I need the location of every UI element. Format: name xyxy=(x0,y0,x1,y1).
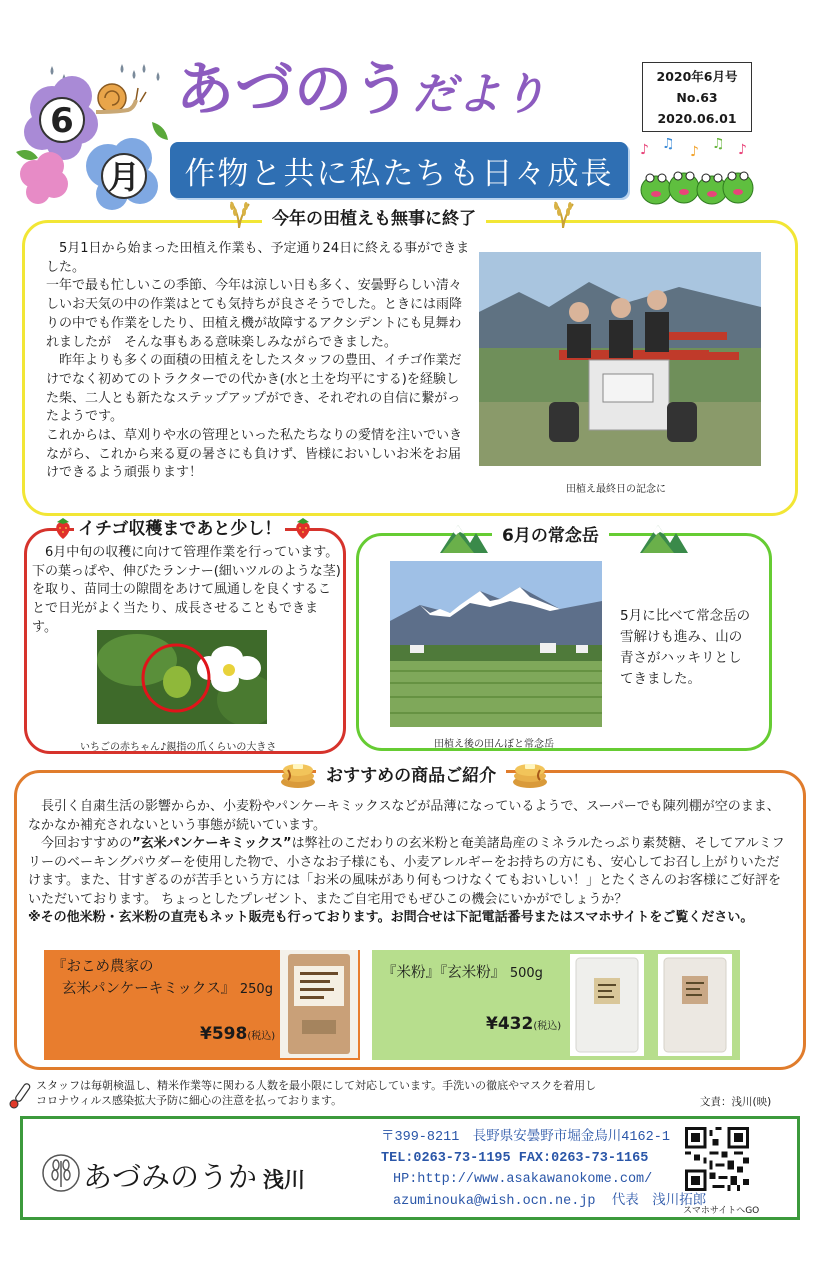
product1-name-text: 玄米パンケーキミックス』 xyxy=(62,981,236,997)
thermometer-icon xyxy=(6,1080,36,1110)
rice-plant-icon xyxy=(548,198,578,228)
product1-weight: 250g xyxy=(239,982,273,997)
brown-rice-flour-package-photo xyxy=(658,954,732,1056)
section3-photo-caption: 田植え後の田んぼと常念岳 xyxy=(434,739,554,750)
rice-logo-icon xyxy=(41,1153,81,1193)
month-kanji: 月 xyxy=(107,158,141,196)
title-small-text: だより xyxy=(412,69,548,120)
section3-title: 6月の常念岳 xyxy=(492,524,609,548)
product1-name xyxy=(52,956,273,1001)
product2-tax-label: (税込) xyxy=(533,1021,562,1032)
product2-name-text: 『米粉』『玄米粉』 xyxy=(382,965,506,981)
music-note-icon xyxy=(640,138,747,160)
section1-title: 今年の田植えも無事に終了 xyxy=(262,207,486,231)
rice-planter-photo xyxy=(479,252,761,466)
company-address: 〒399-8211 長野県安曇野市堀金烏川4162-1 xyxy=(381,1130,670,1145)
company-email-link[interactable]: azuminouka@wish.ocn.ne.jp xyxy=(393,1194,596,1209)
strawberry-photo xyxy=(97,630,267,724)
issue-month: 2020年6月号 xyxy=(656,69,738,84)
mountain-icon xyxy=(640,519,688,553)
company-logo-text xyxy=(83,1155,305,1196)
covid-notice xyxy=(36,1078,656,1108)
contact-footer xyxy=(20,1116,800,1220)
contact-info xyxy=(381,1127,706,1212)
svg-text:♫: ♫ xyxy=(662,138,675,152)
svg-text:♪: ♪ xyxy=(640,142,649,158)
section1-paragraph: 5月1日から始まった田植え作業も、予定通り24日に終える事ができました。 xyxy=(46,241,470,275)
product2-price xyxy=(486,1014,561,1034)
rice-flour-package-photo xyxy=(570,954,644,1056)
subtitle-text: 作物と共に私たちも日々成長 xyxy=(184,155,614,192)
product2-price-value: ¥432 xyxy=(486,1014,534,1034)
qr-code-label: スマホサイトへGO xyxy=(683,1206,760,1216)
section1-photo-caption: 田植え最終日の記念に xyxy=(566,484,666,495)
month-number: 6 xyxy=(50,101,74,141)
section2-title: イチゴ収穫まであと少し！ xyxy=(74,517,285,541)
product-card-rice-flour xyxy=(372,950,740,1060)
company-family-name: 浅川 xyxy=(263,1167,306,1192)
product1-price xyxy=(200,1024,275,1044)
section4-product-highlight: ”玄米パンケーキミックス” xyxy=(132,836,292,851)
section2-photo-caption: いちごの赤ちゃん♪親指の爪くらいの大きさ xyxy=(80,742,277,753)
pancake-icon xyxy=(280,758,316,790)
company-name: あづみのうか xyxy=(83,1160,258,1194)
product2-weight: 500g xyxy=(509,966,543,981)
issue-number: No.63 xyxy=(676,90,718,105)
month-badge-hydrangea-icon xyxy=(12,62,172,210)
section4-paragraph: 長引く自粛生活の影響からか、小麦粉やパンケーキミックスなどが品薄になっているようで、スーパーでも陳列棚が空のまま、なかなか補充されないという事態が続いています。 xyxy=(28,799,780,833)
product1-price-value: ¥598 xyxy=(200,1024,248,1044)
author-credit: 文責：浅川(映) xyxy=(700,1096,772,1108)
company-homepage-link[interactable]: HP:http://www.asakawanokome.com/ xyxy=(393,1172,653,1187)
strawberry-icon xyxy=(292,516,314,540)
mountain-icon xyxy=(440,519,488,553)
svg-text:♪: ♪ xyxy=(738,142,747,158)
product1-name-line2 xyxy=(52,978,273,1001)
singing-frogs-icon xyxy=(638,138,758,214)
product1-name-line1: 『おこめ農家の xyxy=(52,959,154,975)
subtitle-banner xyxy=(170,142,628,198)
product2-name xyxy=(382,962,543,985)
section4-paragraph xyxy=(28,835,792,909)
title-main-text: あづのう xyxy=(176,55,413,123)
product1-tax-label: (税込) xyxy=(247,1031,276,1042)
covid-notice-line1: スタッフは毎朝検温し、精米作業等に関わる人数を最小限にして対応しています。手洗いの徹底やマスクを着用し xyxy=(36,1079,597,1092)
section1-paragraph: 昨年よりも多くの面積の田植えをしたスタッフの豊田、イチゴ作業だけでなく初めてのトラクターでの代かき(水と土を均平にする)を経験した柴、二人とも新たなステップアップができ、それぞれの自信に繋がったようです。 xyxy=(46,353,462,425)
section4-notice: ※その他米粉・玄米粉の直売もネット販売も行っております。お問合せは下記電話番号またはスマホサイトをご覧ください。 xyxy=(28,910,754,925)
section1-paragraph: これからは、草刈りや水の管理といった私たちなりの愛情を注いでいきながら、これから来る夏の暑さにも負けず、皆様においしいお米をお届けできるよう頑張ります！ xyxy=(46,428,463,481)
company-email-line xyxy=(381,1190,706,1212)
issue-date: 2020.06.01 xyxy=(657,111,737,126)
svg-text:♫: ♫ xyxy=(712,138,725,152)
section1-paragraph: 一年で最も忙しいこの季節、今年は涼しい日も多く、安曇野らしい清々しいお天気の中の作業はとても気持ちが良さそうでした。ときには雨降りの中でも作業をしたり、田植え機が故障するアクシデントにも見舞われましたが そんな事もある意味楽しみながらできました。 xyxy=(46,278,463,350)
company-representative: 代表 浅川拓郎 xyxy=(611,1192,707,1208)
issue-info-box xyxy=(642,62,752,132)
rice-plant-icon xyxy=(224,198,254,228)
section4-p2-rest: は弊社のこだわりの玄米粉と奄美諸島産のミネラルたっぷり素焚糖、そしてアルミフリーのベーキングパウダーを使用した物で、小さなお子様にも、小麦アレルギーをお持ちの方にも、安心してお召し上がりいただけます。また、甘すぎるのが苦手という方には「お米の風味があり何もつけなくてもおいしい！」とたくさんのお客様にご好評をいただいております。 ちょっとしたプレゼント、またご自宅用でもぜひこの機会にいかがでしょうか？ xyxy=(28,836,785,907)
section2-body: 6月中旬の収穫に向けて管理作業を行っています。下の葉っぱや、伸びたランナー(細いツルのような茎)を取り、苗同士の隙間をあけて風通しを良くすることで日光がよく当たり、成長させることもできます。 xyxy=(32,545,341,635)
qr-code-icon[interactable] xyxy=(685,1127,749,1191)
newsletter-title xyxy=(176,55,548,123)
section3-body: 5月に比べて常念岳の雪解けも進み、山の青さがハッキリとしてきました。 xyxy=(620,608,751,687)
pancake-icon xyxy=(512,758,548,790)
strawberry-icon xyxy=(52,516,74,540)
mount-jonen-photo xyxy=(390,561,602,727)
svg-text:♪: ♪ xyxy=(690,144,699,160)
section4-body xyxy=(28,798,792,928)
pancake-mix-package-photo xyxy=(280,950,358,1058)
company-tel-fax[interactable]: TEL:0263-73-1195 FAX:0263-73-1165 xyxy=(381,1151,649,1166)
section4-title: おすすめの商品ご紹介 xyxy=(316,764,506,788)
section1-body xyxy=(46,240,470,483)
snail-icon xyxy=(96,84,146,112)
section4-p2-lead: 今回おすすめの xyxy=(28,836,133,851)
covid-notice-line2: コロナウィルス感染拡大予防に細心の注意を払っております。 xyxy=(36,1094,343,1107)
product-card-pancake-mix xyxy=(44,950,360,1060)
